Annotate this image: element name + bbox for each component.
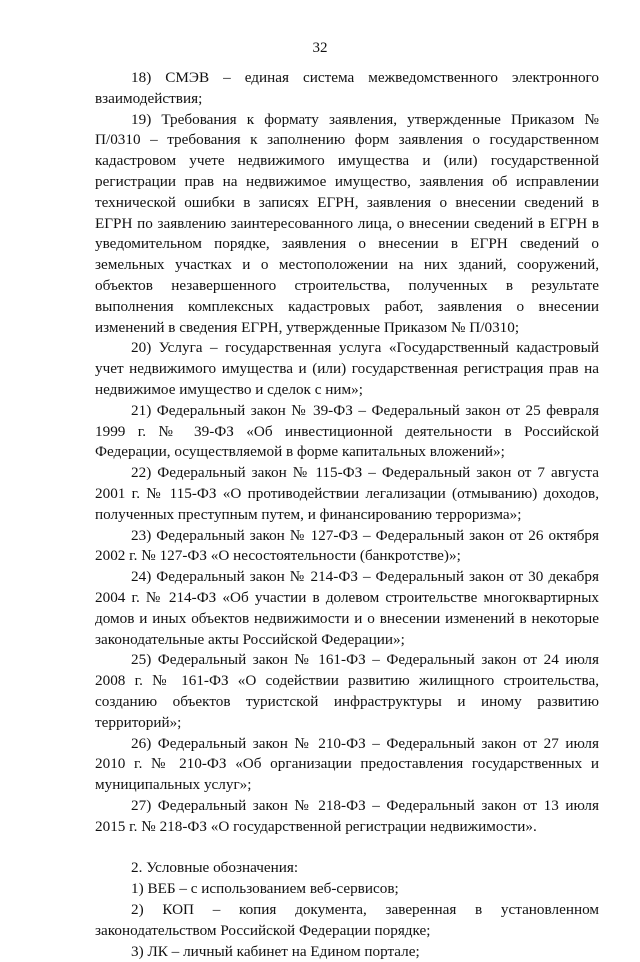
definition-item-25: 25) Федеральный закон № 161-ФЗ – Федеральный закон от 24 июля 2008 г. № 161-ФЗ «О содействии развитию жилищного строительства, созданию объектов туристской инфраструктуры и иному развитию территорий»;	[95, 651, 599, 731]
abbreviation-item-1: 1) ВЕБ – с использованием веб-сервисов;	[131, 880, 399, 898]
section-heading-abbreviations: 2. Условные обозначения:	[131, 859, 299, 877]
definition-item-23: 23) Федеральный закон № 127-ФЗ – Федеральный закон от 26 октября 2002 г. № 127-ФЗ «О несостоятельности (банкротстве)»;	[95, 526, 599, 565]
definition-item-26: 26) Федеральный закон № 210-ФЗ – Федеральный закон от 27 июля 2010 г. № 210-ФЗ «Об организации предоставления государственных и муниципальных услуг»;	[95, 734, 599, 794]
definition-item-22: 22) Федеральный закон № 115-ФЗ – Федеральный закон от 7 августа 2001 г. № 115-ФЗ «О противодействии легализации (отмыванию) доходов, полученных преступным путем, и финансированию терроризма»;	[95, 464, 599, 523]
definition-item-19: 19) Требования к формату заявления, утвержденные Приказом № П/0310 – требования к заполнению форм заявления о государственном кадастровом учете недвижимого имущества и (или) государственной регистрации прав на недвижимое имущество, заявления об исправлении технической ошибки в записях ЕГРН, заявления о внесении сведений в ЕГРН по заявлению заинтересованного лица, о внесении сведений в ЕГРН в уведомительном порядке, заявления о внесении в ЕГРН сведений о земельных участках и о местоположении на них зданий, сооружений, объектов незавершенного строительства, полученных в результате выполнения комплексных кадастровых работ, заявления о внесении изменений в сведения ЕГРН, утвержденные Приказом № П/0310;	[95, 110, 599, 336]
definition-item-20: 20) Услуга – государственная услуга «Государственный кадастровый учет недвижимого имущества и (или) государственная регистрация прав на недвижимое имущество и сделок с ним»;	[95, 339, 599, 398]
abbreviation-item-3: 3) ЛК – личный кабинет на Едином портале;	[131, 942, 420, 960]
definition-item-21: 21) Федеральный закон № 39-ФЗ – Федеральный закон от 25 февраля 1999 г. № 39-ФЗ «Об инвестиционной деятельности в Российской Федерации, осуществляемой в форме капитальных вложений»;	[95, 401, 599, 461]
page-number: 32	[312, 40, 328, 56]
definition-item-27: 27) Федеральный закон № 218-ФЗ – Федеральный закон от 13 июля 2015 г. № 218-ФЗ «О государственной регистрации недвижимости».	[95, 796, 599, 835]
definition-item-24: 24) Федеральный закон № 214-ФЗ – Федеральный закон от 30 декабря 2004 г. № 214-ФЗ «Об участии в долевом строительстве многоквартирных домов и иных объектов недвижимости и о внесении изменений в некоторые законодательные акты Российской Федерации»;	[95, 568, 599, 648]
document-body	[95, 68, 599, 962]
definition-item-18: 18) СМЭВ – единая система межведомственного электронного взаимодействия;	[95, 69, 599, 107]
abbreviation-item-2: 2) КОП – копия документа, заверенная в установленном законодательством Российской Федерации порядке;	[95, 901, 599, 939]
